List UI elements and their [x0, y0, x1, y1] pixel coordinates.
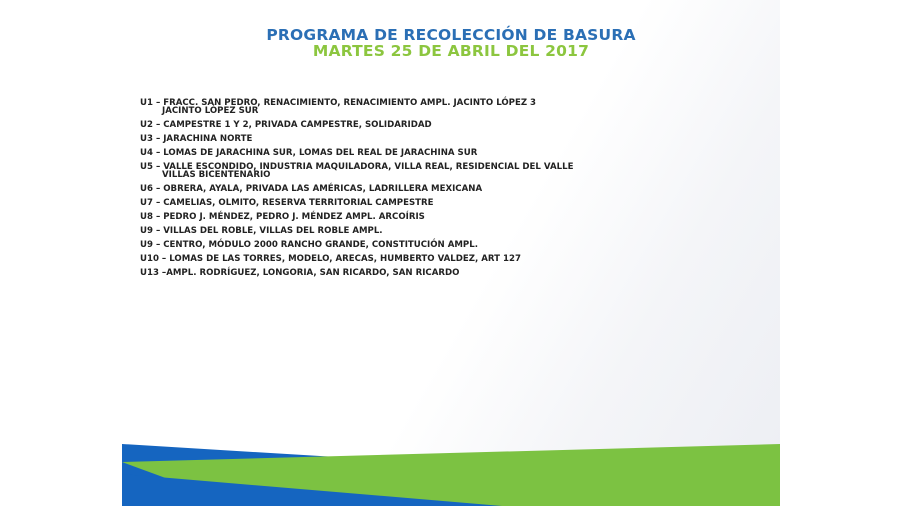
route-text-continued: JACINTO LÓPEZ SUR: [162, 106, 259, 116]
route-item: [140, 227, 760, 235]
route-text: U13 –AMPL. RODRÍGUEZ, LONGORIA, SAN RICARDO, SAN RICARDO: [140, 268, 460, 278]
route-item: [140, 185, 760, 193]
route-text: U9 – VILLAS DEL ROBLE, VILLAS DEL ROBLE AMPL.: [140, 226, 383, 236]
route-text: U5 – VALLE ESCONDIDO, INDUSTRIA MAQUILADORA, VILLA REAL, RESIDENCIAL DEL VALLE: [140, 162, 574, 172]
route-text: U3 – JARACHINA NORTE: [140, 134, 253, 144]
route-text: U7 – CAMELIAS, OLMITO, RESERVA TERRITORIAL CAMPESTRE: [140, 198, 434, 208]
route-text: U2 – CAMPESTRE 1 Y 2, PRIVADA CAMPESTRE, SOLIDARIDAD: [140, 120, 432, 130]
route-text: U1 – FRACC. SAN PEDRO, RENACIMIENTO, RENACIMIENTO AMPL. JACINTO LÓPEZ 3: [140, 98, 537, 108]
route-item: [140, 241, 760, 249]
route-text: U4 – LOMAS DE JARACHINA SUR, LOMAS DEL REAL DE JARACHINA SUR: [140, 148, 478, 158]
route-text: U8 – PEDRO J. MÉNDEZ, PEDRO J. MÉNDEZ AMPL. ARCOÍRIS: [140, 212, 425, 222]
route-text-continued: VILLAS BICENTENARIO: [162, 170, 271, 180]
route-item: [140, 99, 760, 115]
route-item: [140, 199, 760, 207]
program-title: PROGRAMA DE RECOLECCIÓN DE BASURA: [266, 26, 636, 44]
route-item: [140, 269, 760, 277]
route-text: U10 – LOMAS DE LAS TORRES, MODELO, ARECAS, HUMBERTO VALDEZ, ART 127: [140, 254, 521, 264]
route-text: U6 – OBRERA, AYALA, PRIVADA LAS AMÉRICAS, LADRILLERA MEXICANA: [140, 184, 483, 194]
route-item: [140, 163, 760, 179]
route-item: [140, 213, 760, 221]
route-item: [140, 121, 760, 129]
route-item: [140, 135, 760, 143]
program-date: MARTES 25 DE ABRIL DEL 2017: [312, 42, 590, 60]
route-item: [140, 255, 760, 263]
route-list: [140, 99, 760, 283]
poster: [122, 0, 780, 506]
decorative-bottom-band: [122, 444, 780, 506]
route-item: [140, 149, 760, 157]
route-text: U9 – CENTRO, MÓDULO 2000 RANCHO GRANDE, CONSTITUCIÓN AMPL.: [140, 240, 478, 250]
